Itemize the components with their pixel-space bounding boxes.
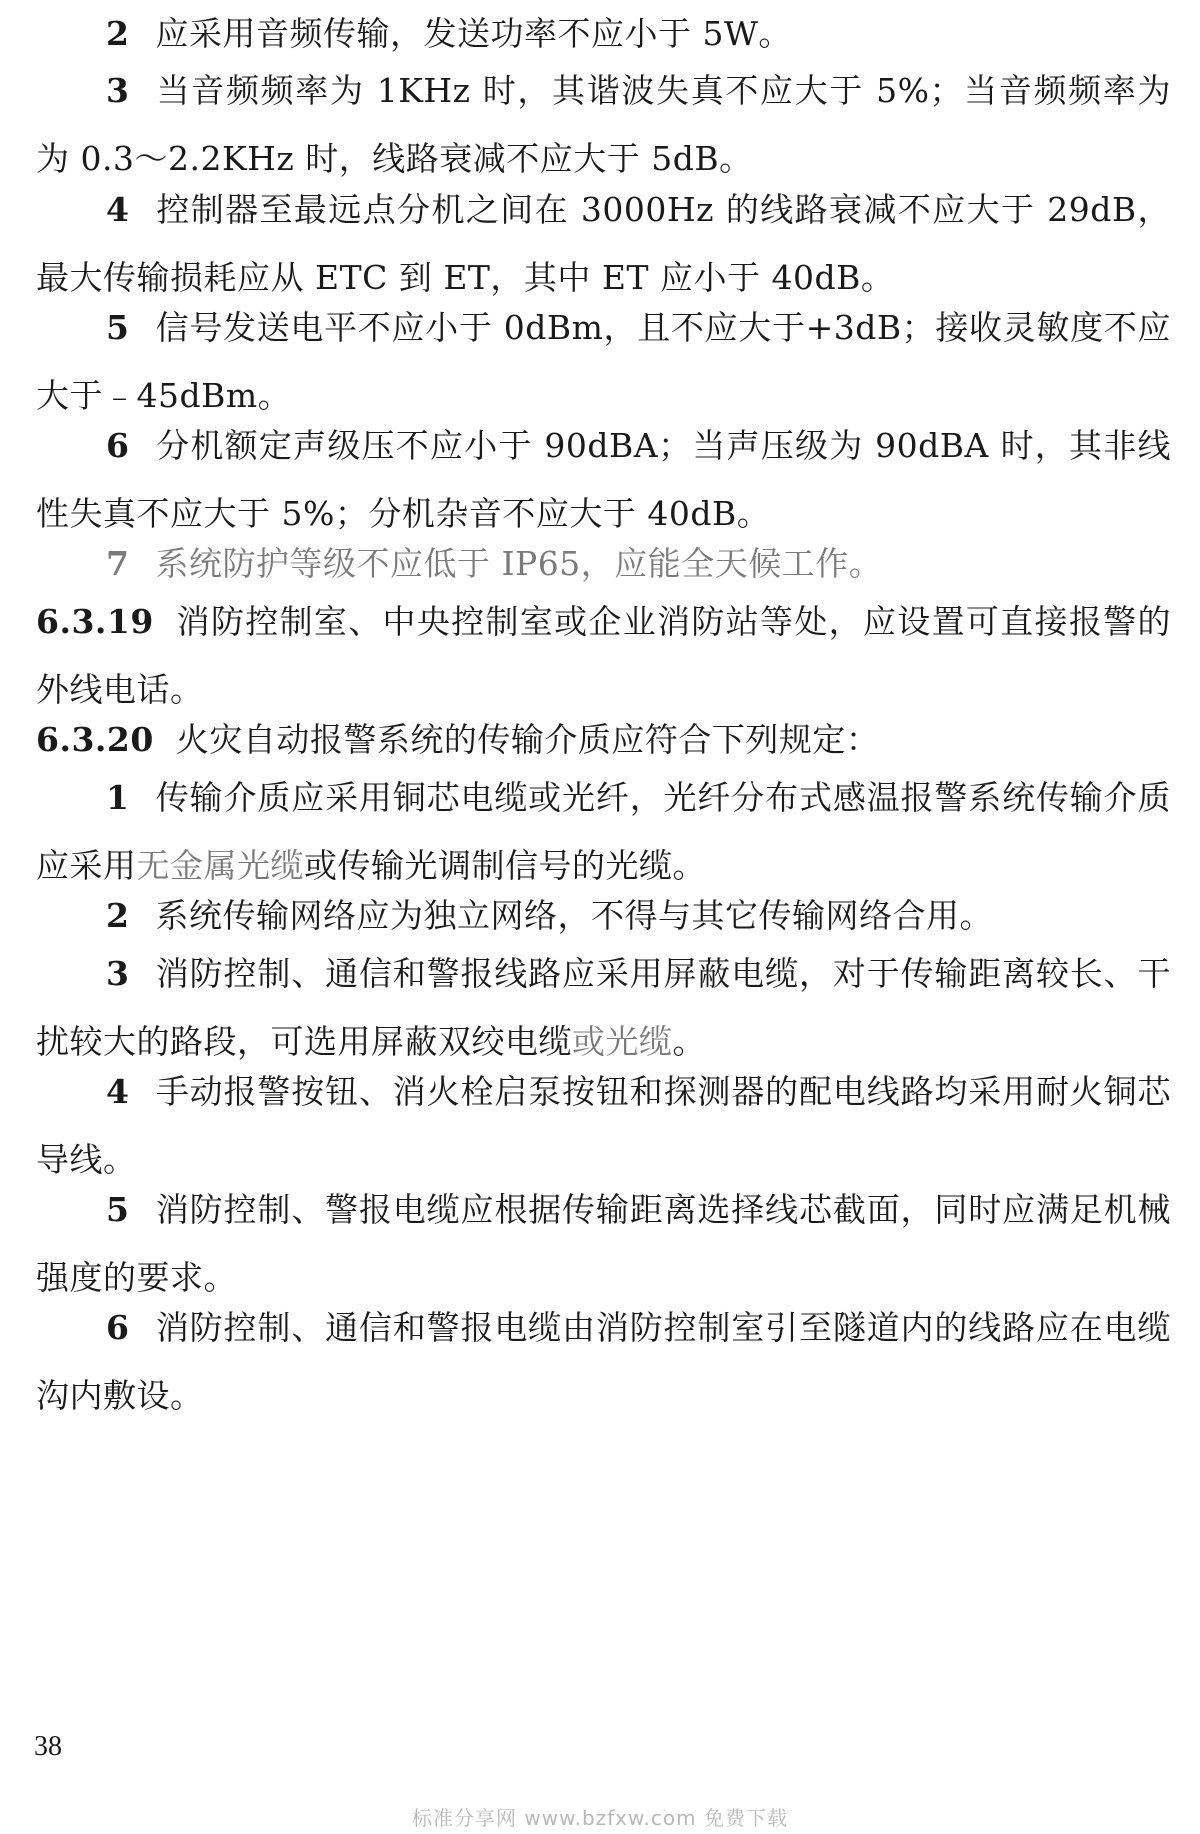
clause-number: 6.3.20: [36, 720, 154, 759]
item-text: 系统防护等级不应低于 IP65，应能全天候工作。: [155, 544, 883, 583]
list-item: [36, 176, 1171, 312]
item-number: 6: [106, 426, 130, 465]
clause-text: 消防控制室、中央控制室或企业消防站等处，应设置可直接报警的外线电话。: [36, 602, 1171, 709]
list-item: [36, 1294, 1171, 1430]
clause-number: 6.3.19: [36, 602, 154, 641]
item-text: 系统传输网络应为独立网络，不得与其它传输网络合用。: [155, 896, 993, 935]
item-text: 手动报警按钮、消火栓启泵按钮和探测器的配电线路均采用耐火铜芯导线。: [36, 1072, 1171, 1179]
item-number: 4: [106, 1072, 130, 1111]
list-item: [36, 57, 1171, 193]
item-number: 2: [106, 896, 130, 935]
clause-text: 火灾自动报警系统的传输介质应符合下列规定：: [175, 720, 880, 759]
watermark: 标准分享网 www.bzfxw.com 免费下载: [412, 1806, 788, 1830]
item-text: 或传输光调制信号的光缆。: [304, 846, 706, 885]
item-number: 5: [106, 308, 130, 347]
item-number: 5: [106, 1190, 130, 1229]
item-number: 6: [106, 1308, 130, 1347]
clause-6-3-19: [36, 588, 1171, 724]
item-text: 。: [672, 1022, 706, 1061]
item-number: 3: [106, 954, 130, 993]
list-item: [36, 412, 1171, 548]
item-text: 控制器至最远点分机之间在 3000Hz 的线路衰减不应大于 29dB，最大传输损耗应从 ETC 到 ET，其中 ET 应小于 40dB。: [36, 190, 1171, 297]
item-number: 7: [106, 544, 130, 583]
item-text: 分机额定声级压不应小于 90dBA；当声压级为 90dBA 时，其非线性失真不应大于 5%；分机杂音不应大于 40dB。: [36, 426, 1171, 533]
item-text-faint: 无金属光缆: [136, 846, 304, 885]
item-text-faint: 或光缆: [572, 1022, 673, 1061]
item-text: 消防控制、警报电缆应根据传输距离选择线芯截面，同时应满足机械强度的要求。: [36, 1190, 1171, 1297]
item-number: 1: [106, 778, 130, 817]
list-item: [36, 940, 1171, 1076]
item-number: 2: [106, 14, 130, 53]
item-number: 4: [106, 190, 130, 229]
list-item: [36, 764, 1171, 900]
item-text: 消防控制、通信和警报线路应采用屏蔽电缆，对于传输距离较长、干扰较大的路段，可选用屏蔽双绞电缆: [36, 954, 1171, 1061]
item-text: 应采用音频传输，发送功率不应小于 5W。: [155, 14, 792, 53]
item-text: 消防控制、通信和警报电缆由消防控制室引至隧道内的线路应在电缆沟内敷设。: [36, 1308, 1171, 1415]
page-number: 38: [34, 1731, 62, 1762]
item-text: 传输介质应采用铜芯电缆或光纤，光纤分布式感温报警系统传输介质应采用: [36, 778, 1171, 885]
list-item: [36, 1058, 1171, 1194]
item-number: 3: [106, 71, 130, 110]
item-text: 信号发送电平不应小于 0dBm，且不应大于+3dB；接收灵敏度不应大于﹣45dBm。: [36, 308, 1171, 415]
item-text: 当音频频率为 1KHz 时，其谐波失真不应大于 5%；当音频频率为为 0.3～2.2KHz 时，线路衰减不应大于 5dB。: [36, 71, 1171, 178]
list-item: [36, 1176, 1171, 1312]
list-item: [36, 294, 1171, 430]
